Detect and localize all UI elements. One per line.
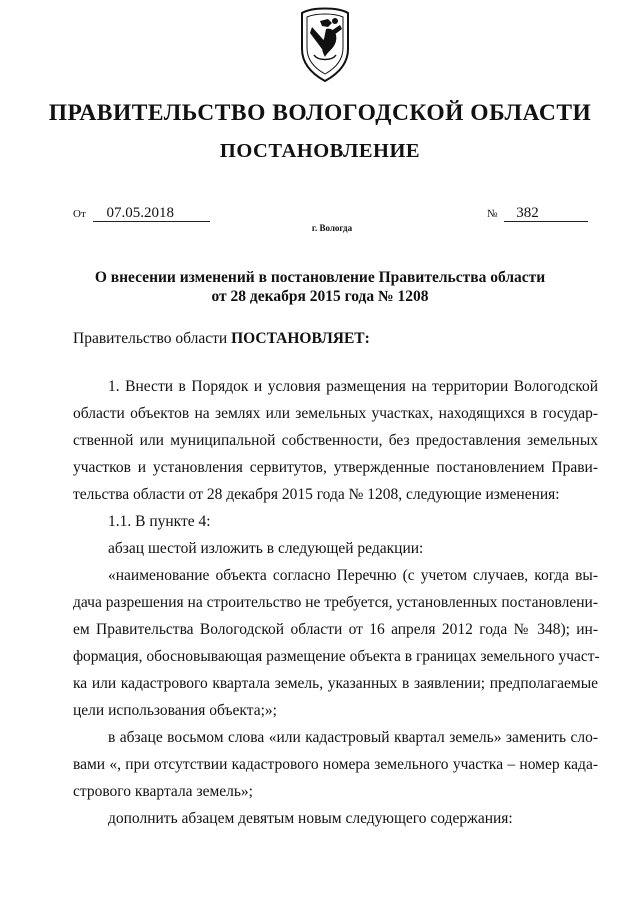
body-line: тельства области от 28 декабря 2015 года № 1208, следующие изменения: — [73, 486, 560, 503]
body-line: формация, обосновывающая размещение объекта в границах земельного участ- — [73, 648, 600, 665]
body-line: абзац шестой изложить в следующей редакции: — [108, 540, 424, 557]
decree-statement — [73, 330, 370, 348]
body-line: ственной или муниципальной собственности, без предоставления земельных — [73, 432, 598, 449]
government-title: ПРАВИТЕЛЬСТВО ВОЛОГОДСКОЙ ОБЛАСТИ — [48, 100, 592, 126]
subject-line-2: от 28 декабря 2015 года № 1208 — [211, 288, 429, 305]
body-line: стрового квартала земель»; — [73, 783, 253, 800]
city-label: г. Вологда — [311, 223, 353, 233]
body-line: вами «, при отсутствии кадастрового номера земельного участка – номер када- — [73, 756, 598, 773]
body-line: ем Правительства Вологодской области от 16 апреля 2012 года № 348); ин- — [73, 621, 598, 638]
body-line: области объектов на землях или земельных участках, находящихся в государ- — [73, 405, 598, 422]
number-value: 382 — [504, 205, 588, 222]
subject-line-1: О внесении изменений в постановление Правительства области — [94, 269, 546, 286]
document-subject — [0, 268, 640, 306]
body-line: «наименование объекта согласно Перечню (с учетом случаев, когда вы- — [108, 567, 598, 584]
body-line: цели использования объекта;»; — [73, 702, 277, 719]
body-line: ка или кадастрового квартала земель, указанных в заявлении; предполагаемые — [73, 675, 598, 692]
coat-of-arms-icon — [298, 5, 352, 83]
decree-prefix: Правительство области — [73, 330, 232, 347]
decree-keyword: ПОСТАНОВЛЯЕТ: — [231, 330, 370, 347]
body-line: дополнить абзацем девятым новым следующего содержания: — [108, 810, 513, 827]
date-label: От — [73, 208, 86, 220]
date-value: 07.05.2018 — [93, 205, 210, 222]
body-line: дача разрешения на строительство не требуется, установленных постановлени- — [73, 594, 598, 611]
document-number — [487, 205, 588, 222]
body-line: 1.1. В пункте 4: — [108, 513, 211, 530]
body-line: участков и установления сервитутов, утвержденные постановлением Прави- — [73, 459, 598, 476]
body-line: в абзаце восьмом слова «или кадастровый квартал земель» заменить сло- — [108, 729, 598, 746]
document-date — [73, 205, 210, 222]
number-label: № — [487, 208, 498, 220]
document-type: ПОСТАНОВЛЕНИЕ — [219, 140, 421, 162]
body-line: 1. Внести в Порядок и условия размещения на территории Вологодской — [108, 378, 598, 395]
